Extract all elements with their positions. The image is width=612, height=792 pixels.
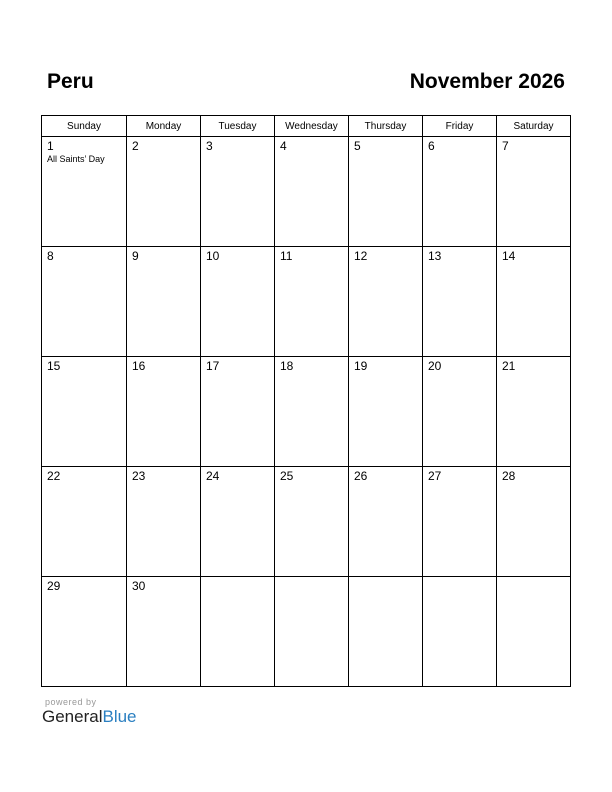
day-number: 22 <box>47 469 61 483</box>
day-cell <box>127 137 201 247</box>
weekday-header-sunday: Sunday <box>42 116 127 137</box>
day-number: 17 <box>206 359 220 373</box>
day-number: 16 <box>132 359 146 373</box>
day-number: 23 <box>132 469 146 483</box>
day-number: 11 <box>280 249 293 263</box>
day-number: 7 <box>502 139 509 153</box>
day-number: 21 <box>502 359 516 373</box>
day-number: 6 <box>428 139 435 153</box>
powered-by-text: powered by <box>45 697 97 707</box>
day-number: 15 <box>47 359 61 373</box>
day-cell <box>423 357 497 467</box>
day-number: 19 <box>354 359 368 373</box>
day-number <box>275 577 348 579</box>
day-number: 8 <box>47 249 54 263</box>
month-title: November 2026 <box>409 70 565 93</box>
day-cell <box>42 577 127 687</box>
generalblue-logo[interactable] <box>42 707 137 727</box>
day-number: 3 <box>206 139 213 153</box>
day-number: 18 <box>280 359 294 373</box>
day-cell <box>42 357 127 467</box>
calendar-grid <box>41 115 571 687</box>
day-number: 4 <box>280 139 287 153</box>
day-cell <box>423 247 497 357</box>
day-cell <box>349 577 423 687</box>
logo-general: General <box>42 707 103 726</box>
day-cell <box>127 577 201 687</box>
day-cell <box>423 467 497 577</box>
weekday-header-monday: Monday <box>127 116 201 137</box>
week-row <box>42 137 571 247</box>
day-cell <box>42 137 127 247</box>
day-cell <box>201 247 275 357</box>
day-cell <box>275 357 349 467</box>
day-cell <box>349 247 423 357</box>
day-cell <box>423 137 497 247</box>
week-row <box>42 247 571 357</box>
day-cell <box>201 467 275 577</box>
day-cell <box>275 247 349 357</box>
day-number: 10 <box>206 249 220 263</box>
day-number: 12 <box>354 249 368 263</box>
day-cell <box>349 137 423 247</box>
day-number <box>349 577 422 579</box>
day-cell <box>497 137 571 247</box>
day-cell <box>127 467 201 577</box>
day-cell <box>275 467 349 577</box>
day-number: 14 <box>502 249 516 263</box>
day-number: 2 <box>132 139 139 153</box>
holiday-label: All Saints’ Day <box>47 154 105 164</box>
day-cell <box>201 137 275 247</box>
day-cell <box>497 467 571 577</box>
weekday-header-wednesday: Wednesday <box>275 116 349 137</box>
weekday-header-saturday: Saturday <box>497 116 571 137</box>
day-cell <box>349 467 423 577</box>
day-cell <box>497 247 571 357</box>
day-cell <box>201 357 275 467</box>
day-cell <box>42 467 127 577</box>
day-cell <box>497 577 571 687</box>
day-cell <box>201 577 275 687</box>
day-cell <box>275 137 349 247</box>
day-number: 5 <box>354 139 361 153</box>
day-cell <box>127 247 201 357</box>
day-cell <box>275 577 349 687</box>
weekday-header-thursday: Thursday <box>349 116 423 137</box>
weekday-header-tuesday: Tuesday <box>201 116 275 137</box>
day-number: 20 <box>428 359 442 373</box>
day-number: 1 <box>47 139 54 153</box>
day-cell <box>497 357 571 467</box>
weekday-header-friday: Friday <box>423 116 497 137</box>
country-title: Peru <box>47 70 94 93</box>
day-number: 25 <box>280 469 294 483</box>
day-number: 9 <box>132 249 139 263</box>
week-row <box>42 467 571 577</box>
day-cell <box>127 357 201 467</box>
day-number <box>423 577 496 579</box>
day-cell <box>423 577 497 687</box>
footer <box>42 697 137 727</box>
day-number: 27 <box>428 469 442 483</box>
week-row <box>42 357 571 467</box>
day-number: 24 <box>206 469 220 483</box>
week-row <box>42 577 571 687</box>
day-cell <box>349 357 423 467</box>
day-number: 28 <box>502 469 516 483</box>
day-number: 26 <box>354 469 368 483</box>
day-number: 30 <box>132 579 146 593</box>
day-number: 29 <box>47 579 61 593</box>
day-number <box>201 577 274 579</box>
day-number: 13 <box>428 249 442 263</box>
logo-blue: Blue <box>102 707 137 726</box>
day-number <box>497 577 570 579</box>
day-cell <box>42 247 127 357</box>
